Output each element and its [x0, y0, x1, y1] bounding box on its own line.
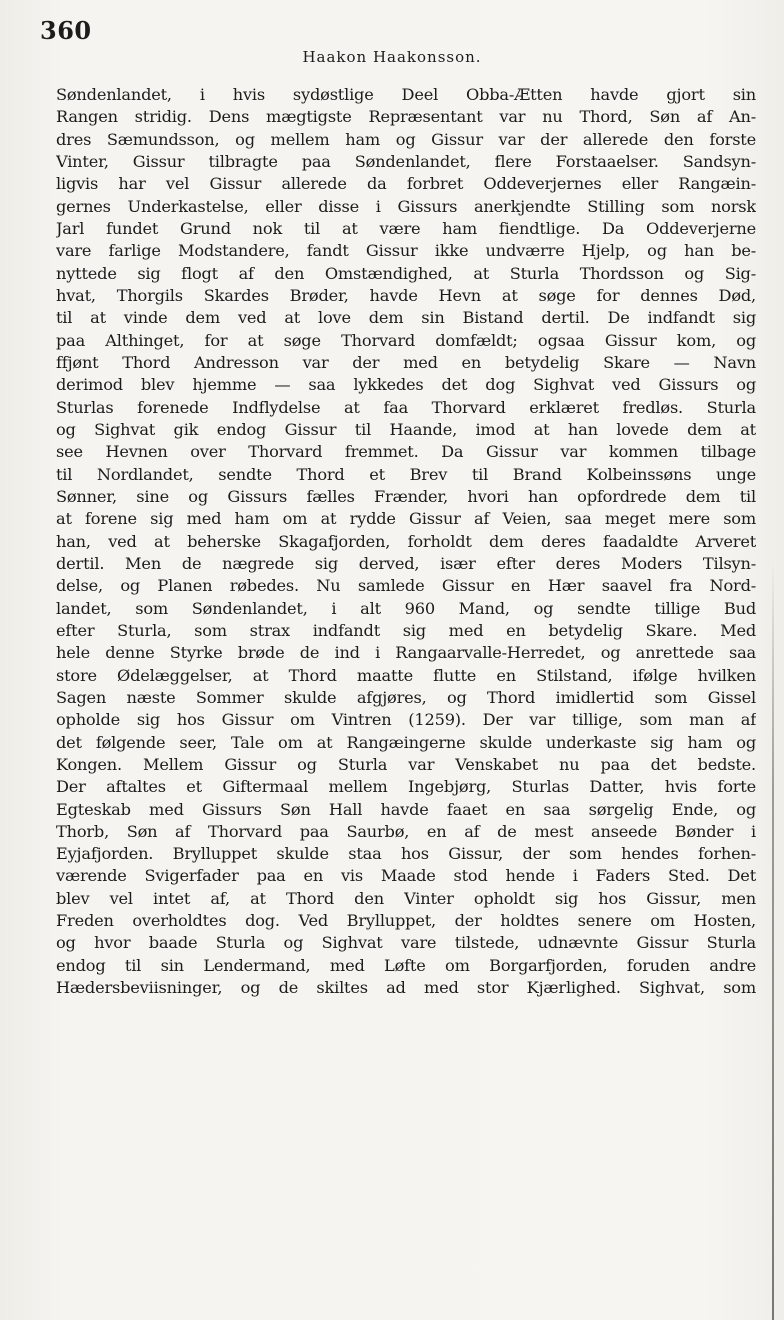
text-line: derimod blev hjemme — saa lykkedes det dog Sighvat ved Gissurs og [56, 375, 756, 395]
text-line: nyttede sig flogt af den Omstændighed, at Sturla Thordsson og Sig- [56, 263, 756, 283]
text-line: efter Sturla, som strax indfandt sig med en betydelig Skare. Med [56, 620, 756, 640]
text-line [56, 999, 756, 1021]
text-line: Sønner, sine og Gissurs fælles Frænder, hvori han opfordrede dem til [56, 486, 756, 506]
text-line: Egteskab med Gissurs Søn Hall havde faaet en saa sørgelig Ende, og [56, 799, 756, 819]
text-line: see Hevnen over Thorvard fremmet. Da Gissur var kommen tilbage [56, 442, 756, 462]
text-line: ligvis har vel Gissur allerede da forbret Oddeverjernes eller Rangæin- [56, 174, 756, 194]
text-line: det følgende seer, Tale om at Rangæingerne skulde underkaste sig ham og [56, 732, 756, 752]
text-line: til at vinde dem ved at love dem sin Bistand dertil. De indfandt sig [56, 308, 756, 328]
text-line: og hvor baade Sturla og Sighvat vare tilstede, udnævnte Gissur Sturla [56, 933, 756, 953]
text-line: Sturlas forenede Indflydelse at faa Thorvard erklæret fredløs. Sturla [56, 397, 756, 417]
text-line: ffjønt Thord Andresson var der med en betydelig Skare — Navn [56, 352, 756, 372]
text-line: gernes Underkastelse, eller disse i Gissurs anerkjendte Stilling som norsk [56, 196, 756, 216]
page-number: 360 [40, 16, 92, 45]
text-line: hvat, Thorgils Skardes Brøder, havde Hevn at søge for dennes Død, [56, 285, 756, 305]
text-line: Thorb, Søn af Thorvard paa Saurbø, en af de mest anseede Bønder i [56, 821, 756, 841]
text-line: delse, og Planen røbedes. Nu samlede Gissur en Hær saavel fra Nord- [56, 576, 756, 596]
running-head: Haakon Haakonsson. [302, 48, 482, 66]
text-line: Freden overholdtes dog. Ved Brylluppet, der holdtes senere om Hosten, [56, 911, 756, 931]
text-line: værende Svigerfader paa en vis Maade stod hende i Faders Sted. Det [56, 866, 756, 886]
text-line: dertil. Men de nægrede sig derved, især efter deres Moders Tilsyn- [56, 553, 756, 573]
text-line: og Sighvat gik endog Gissur til Haande, imod at han lovede dem at [56, 419, 756, 439]
text-line: opholde sig hos Gissur om Vintren (1259). Der var tillige, som man af [56, 710, 756, 730]
text-line: hele denne Styrke brøde de ind i Rangaarvalle-Herredet, og anrettede saa [56, 643, 756, 663]
text-line: Kongen. Mellem Gissur og Sturla var Venskabet nu paa det bedste. [56, 754, 756, 774]
text-line: Rangen stridig. Dens mægtigste Repræsentant var nu Thord, Søn af An- [56, 107, 756, 127]
page-edge-shadow [772, 560, 774, 1320]
text-line: blev vel intet af, at Thord den Vinter opholdt sig hos Gissur, men [56, 888, 756, 908]
text-line: han, ved at beherske Skagafjorden, forholdt dem deres faadaldte Arveret [56, 531, 756, 551]
text-line: landet, som Søndenlandet, i alt 960 Mand, og sendte tillige Bud [56, 598, 756, 618]
text-line: vare farlige Modstandere, fandt Gissur ikke undværre Hjelp, og han be- [56, 241, 756, 261]
text-line: endog til sin Lendermand, med Løfte om Borgarfjorden, foruden andre [56, 955, 756, 975]
text-line: Der aftaltes et Giftermaal mellem Ingebjørg, Sturlas Datter, hvis forte [56, 777, 756, 797]
text-line: Jarl fundet Grund nok til at være ham fiendtlige. Da Oddeverjerne [56, 218, 756, 238]
text-line: Søndenlandet, i hvis sydøstlige Deel Obba-Ætten havde gjort sin [56, 85, 756, 104]
text-line: at forene sig med ham om at rydde Gissur af Veien, saa meget mere som [56, 509, 756, 529]
body-text [56, 84, 756, 1022]
text-line: Sagen næste Sommer skulde afgjøres, og Thord imidlertid som Gissel [56, 687, 756, 707]
text-line: Hædersbeviisninger, og de skiltes ad med stor Kjærlighed. Sighvat, som [56, 978, 756, 998]
text-line: til Nordlandet, sendte Thord et Brev til Brand Kolbeinssøns unge [56, 464, 756, 484]
text-line: store Ødelæggelser, at Thord maatte flutte en Stilstand, ifølge hvilken [56, 665, 756, 685]
text-line: dres Sæmundsson, og mellem ham og Gissur var der allerede den forste [56, 129, 756, 149]
text-line: Vinter, Gissur tilbragte paa Søndenlandet, flere Forstaaelser. Sandsyn- [56, 151, 756, 171]
text-line: paa Althinget, for at søge Thorvard domfældt; ogsaa Gissur kom, og [56, 330, 756, 350]
text-line: Eyjafjorden. Brylluppet skulde staa hos Gissur, der som hendes forhen- [56, 844, 756, 864]
